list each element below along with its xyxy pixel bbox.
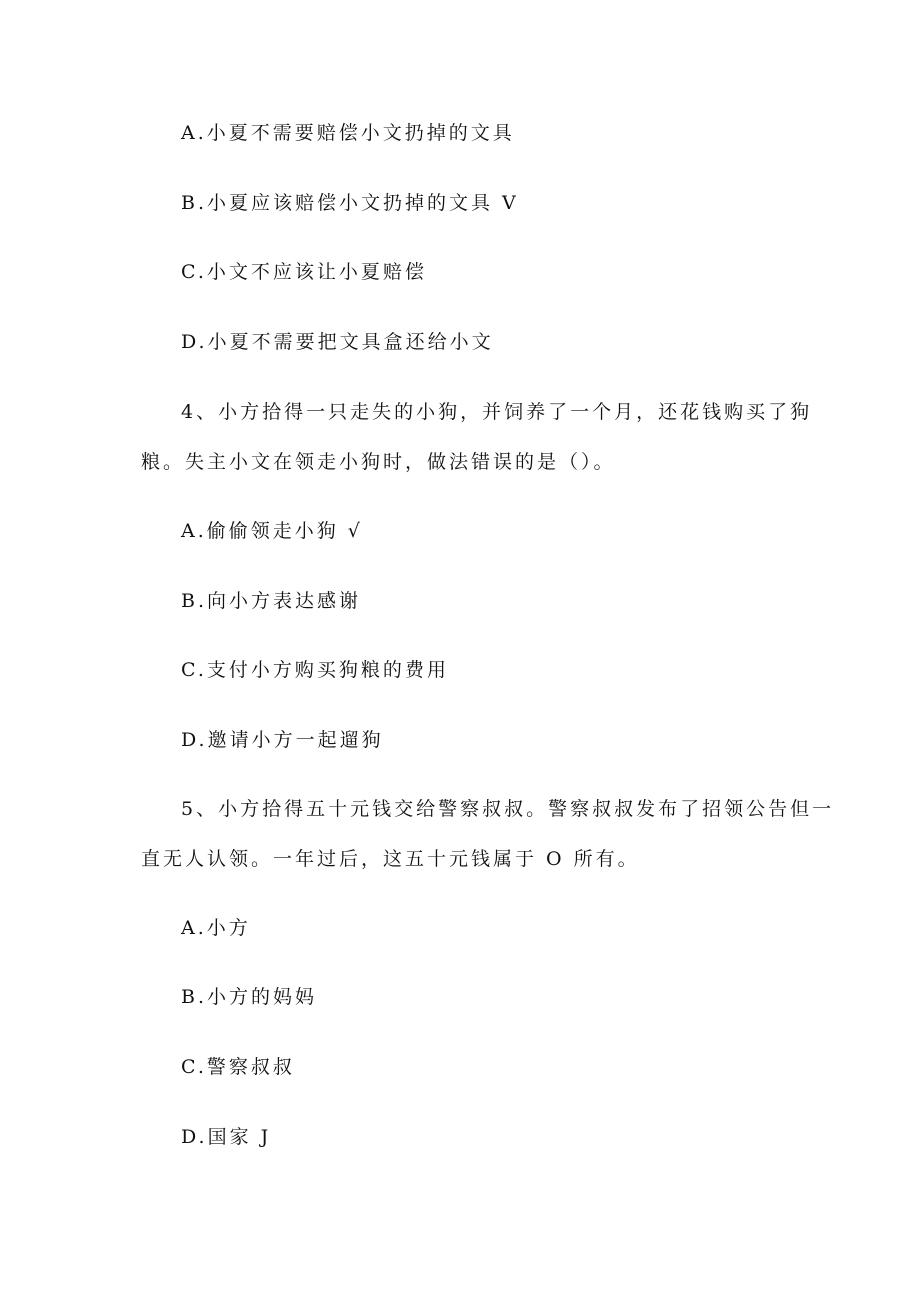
q5-option-b: B.小方的妈妈 [181, 986, 318, 1008]
q5-option-c: C.警察叔叔 [181, 1056, 295, 1078]
q3-option-d: D.小夏不需要把文具盒还给小文 [181, 331, 494, 353]
q3-option-a: A.小夏不需要赔偿小文扔掉的文具 [181, 122, 515, 144]
q4-option-c: C.支付小方购买狗粮的费用 [181, 659, 449, 681]
q5-question-line-2: 直无人认领。一年过后，这五十元钱属于 O 所有。 [141, 848, 640, 870]
q3-option-c: C.小文不应该让小夏赔偿 [181, 261, 427, 283]
q4-option-d: D.邀请小方一起遛狗 [181, 729, 384, 751]
q5-option-d: D.国家 J [181, 1126, 272, 1148]
q5-option-a: A.小方 [181, 917, 251, 939]
q4-question-line-1: 4、小方拾得一只走失的小狗，并饲养了一个月，还花钱购买了狗 [181, 401, 813, 423]
q4-option-a: A.偷偷领走小狗 √ [181, 520, 363, 542]
q5-question-line-1: 5、小方拾得五十元钱交给警察叔叔。警察叔叔发布了招领公告但一 [181, 798, 835, 820]
q4-option-b: B.向小方表达感谢 [181, 590, 362, 612]
q4-question-line-2: 粮。失主小文在领走小狗时，做法错误的是（）。 [141, 451, 616, 473]
q3-option-b: B.小夏应该赔偿小文扔掉的文具 V [181, 192, 519, 214]
